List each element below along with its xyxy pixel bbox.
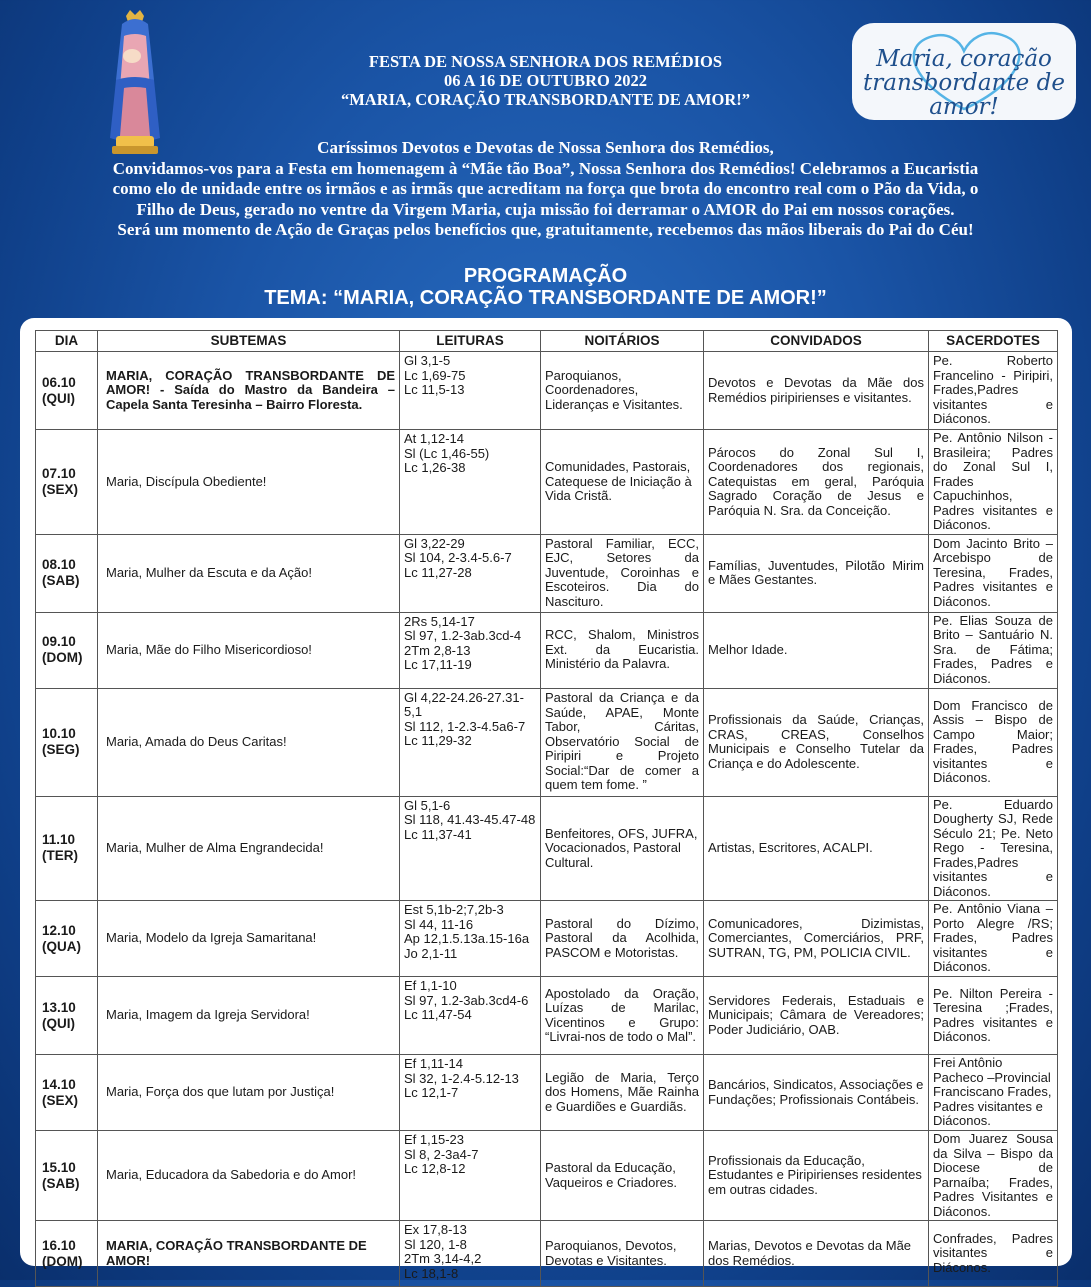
dia-cell: 08.10 (SAB) — [36, 534, 98, 612]
convidados-cell: Famílias, Juventudes, Pilotão Mirim e Mães Gestantes. — [704, 534, 929, 612]
noitarios-cell: Paroquianos, Coordenadores, Lideranças e Visitantes. — [541, 352, 704, 430]
convidados-cell: Profissionais da Saúde, Crianças, CRAS, CREAS, Conselhos Municipais e Conselho Tutelar da Criança e do Adolescente. — [704, 688, 929, 796]
noitarios-cell: Pastoral Familiar, ECC, EJC, Setores da Juventude, Coroinhas e Escoteiros. Dia do Nascituro. — [541, 534, 704, 612]
convidados-cell: Párocos do Zonal Sul I, Coordenadores dos regionais, Catequistas em geral, Paróquia Sagrado Coração de Jesus e Paróquia N. Sra. da Conceição. — [704, 430, 929, 535]
subtema-cell: Maria, Educadora da Sabedoria e do Amor! — [98, 1131, 400, 1221]
convidados-cell: Melhor Idade. — [704, 612, 929, 688]
schedule-table — [35, 330, 1058, 1287]
dia-cell: 13.10 (QUI) — [36, 977, 98, 1055]
convidados-cell: Artistas, Escritores, ACALPI. — [704, 796, 929, 901]
table-row — [36, 977, 1058, 1055]
header-dia: DIA — [36, 331, 98, 352]
convidados-cell: Servidores Federais, Estaduais e Municipais; Câmara de Vereadores; Poder Judiciário, OAB. — [704, 977, 929, 1055]
schedule-card — [20, 318, 1072, 1281]
sacerdotes-cell: Pe. Eduardo Dougherty SJ, Rede Século 21; Pe. Neto Rego - Teresina, Frades,Padres visitantes e Diáconos. — [929, 796, 1058, 901]
table-row — [36, 796, 1058, 901]
convidados-cell: Devotos e Devotas da Mãe dos Remédios piripirienses e visitantes. — [704, 352, 929, 430]
intro-line: Caríssimos Devotos e Devotas de Nossa Senhora dos Remédios, — [317, 138, 774, 157]
sacerdotes-cell: Dom Francisco de Assis – Bispo de Campo Maior; Frades, Padres visitantes e Diáconos. — [929, 688, 1058, 796]
table-row — [36, 688, 1058, 796]
sacerdotes-cell: Pe. Elias Souza de Brito – Santuário N. Sra. de Fátima; Frades, Padres e Diáconos. — [929, 612, 1058, 688]
table-row — [36, 430, 1058, 535]
leituras-cell: Gl 3,1-5 Lc 1,69-75 Lc 11,5-13 — [400, 352, 541, 430]
header-sacerdotes: SACERDOTES — [929, 331, 1058, 352]
noitarios-cell: Pastoral do Dízimo, Pastoral da Acolhida, PASCOM e Motoristas. — [541, 901, 704, 977]
sacerdotes-cell: Pe. Nilton Pereira - Teresina ;Frades, Padres visitantes e Diáconos. — [929, 977, 1058, 1055]
subtema-cell: Maria, Mulher da Escuta e da Ação! — [98, 534, 400, 612]
theme-line: “MARIA, CORAÇÃO TRANSBORDANTE DE AMOR!” — [340, 90, 750, 109]
header-noitarios: NOITÁRIOS — [541, 331, 704, 352]
convidados-cell: Profissionais da Educação, Estudantes e Piripirienses residentes em outras cidades. — [704, 1131, 929, 1221]
subtema-cell: MARIA, CORAÇÃO TRANSBORDANTE DE AMOR! — [98, 1221, 400, 1287]
noitarios-cell: Paroquianos, Devotos, Devotas e Visitantes. — [541, 1221, 704, 1287]
table-row — [36, 1131, 1058, 1221]
logo-text-line2: transbordante de amor! — [863, 70, 1065, 120]
logo-text-line1: Maria, coração — [876, 46, 1052, 72]
festival-title — [0, 52, 1091, 109]
subtema-cell: Maria, Mãe do Filho Misericordioso! — [98, 612, 400, 688]
subtema-cell: Maria, Amada do Deus Caritas! — [98, 688, 400, 796]
leituras-cell: Ef 1,15-23 Sl 8, 2-3a4-7 Lc 12,8-12 — [400, 1131, 541, 1221]
dia-cell: 12.10 (QUA) — [36, 901, 98, 977]
leituras-cell: Gl 3,22-29 Sl 104, 2-3.4-5.6-7 Lc 11,27-28 — [400, 534, 541, 612]
sacerdotes-cell: Pe. Roberto Francelino - Piripiri, Frades,Padres visitantes e Diáconos. — [929, 352, 1058, 430]
table-row — [36, 534, 1058, 612]
table-row — [36, 1221, 1058, 1287]
intro-line: Convidamos-vos para a Festa em homenagem à “Mãe tão Boa”, Nossa Senhora dos Remédios! Celebramos a Eucaristia — [112, 158, 979, 178]
header-leituras: LEITURAS — [400, 331, 541, 352]
subtema-cell: Maria, Mulher de Alma Engrandecida! — [98, 796, 400, 901]
subtema-cell: Maria, Imagem da Igreja Servidora! — [98, 977, 400, 1055]
noitarios-cell: Apostolado da Oração, Luízas de Marilac, Vicentinos e Grupo: “Livrai-nos de todo o Mal”. — [541, 977, 704, 1055]
noitarios-cell: Legião de Maria, Terço dos Homens, Mãe Rainha e Guardiões e Guardiãs. — [541, 1055, 704, 1131]
table-row — [36, 612, 1058, 688]
table-row — [36, 901, 1058, 977]
dia-cell: 14.10 (SEX) — [36, 1055, 98, 1131]
convidados-cell: Comunicadores, Dizimistas, Comerciantes, Comerciários, PRF, SUTRAN, TG, PM, POLICIA CIVIL. — [704, 901, 929, 977]
dia-cell: 07.10 (SEX) — [36, 430, 98, 535]
intro-line: Filho de Deus, gerado no ventre da Virgem Maria, cuja missão foi derramar o AMOR do Pai em nossos corações. — [136, 199, 955, 219]
noitarios-cell: Benfeitores, OFS, JUFRA, Vocacionados, Pastoral Cultural. — [541, 796, 704, 901]
leituras-cell: Est 5,1b-2;7,2b-3 Sl 44, 11-16 Ap 12,1.5.13a.15-16a Jo 2,1-11 — [400, 901, 541, 977]
leituras-cell: 2Rs 5,14-17 Sl 97, 1.2-3ab.3cd-4 2Tm 2,8-13 Lc 17,11-19 — [400, 612, 541, 688]
sacerdotes-cell: Dom Juarez Sousa da Silva – Bispo da Diocese de Parnaíba; Frades, Padres Visitantes e Diáconos. — [929, 1131, 1058, 1221]
sacerdotes-cell: Pe. Antônio Viana – Porto Alegre /RS; Frades, Padres visitantes e Diáconos. — [929, 901, 1058, 977]
table-header-row — [36, 331, 1058, 352]
header-convidados: CONVIDADOS — [704, 331, 929, 352]
subtema-cell: Maria, Modelo da Igreja Samaritana! — [98, 901, 400, 977]
programacao-title: PROGRAMAÇÃO — [463, 265, 628, 287]
intro-line: como elo de unidade entre os irmãos e as irmãs que acreditam na força que brota do encontro real com o Pão da Vida, o — [112, 179, 979, 198]
noitarios-cell: Pastoral da Educação, Vaqueiros e Criadores. — [541, 1131, 704, 1221]
sacerdotes-cell: Frei Antônio Pacheco –Provincial Franciscano Frades, Padres visitantes e Diáconos. — [929, 1055, 1058, 1131]
noitarios-cell: Pastoral da Criança e da Saúde, APAE, Monte Tabor, Cáritas, Observatório Social de Piripiri e Projeto Social:“Dar de comer a quem tem fome. ” — [541, 688, 704, 796]
leituras-cell: Ef 1,1-10 Sl 97, 1.2-3ab.3cd4-6 Lc 11,47-54 — [400, 977, 541, 1055]
leituras-cell: At 1,12-14 Sl (Lc 1,46-55) Lc 1,26-38 — [400, 430, 541, 535]
leituras-cell: Gl 5,1-6 Sl 118, 41.43-45.47-48 Lc 11,37-41 — [400, 796, 541, 901]
noitarios-cell: RCC, Shalom, Ministros Ext. da Eucaristia. Ministério da Palavra. — [541, 612, 704, 688]
title-line: FESTA DE NOSSA SENHORA DOS REMÉDIOS — [368, 52, 723, 71]
header-subtemas: SUBTEMAS — [98, 331, 400, 352]
intro-paragraph — [0, 138, 1091, 241]
table-row — [36, 1055, 1058, 1131]
dia-cell: 06.10 (QUI) — [36, 352, 98, 430]
sacerdotes-cell: Pe. Antônio Nilson - Brasileira; Padres do Zonal Sul I, Frades Capuchinhos, Padres visitantes e Diáconos. — [929, 430, 1058, 535]
dia-cell: 09.10 (DOM) — [36, 612, 98, 688]
leituras-cell: Gl 4,22-24.26-27.31-5,1 Sl 112, 1-2.3-4.5a6-7 Lc 11,29-32 — [400, 688, 541, 796]
sacerdotes-cell: Confrades, Padres visitantes e Diáconos. — [929, 1221, 1058, 1287]
dia-cell: 11.10 (TER) — [36, 796, 98, 901]
convidados-cell: Marias, Devotos e Devotas da Mãe dos Remédios. — [704, 1221, 929, 1287]
table-row — [36, 352, 1058, 430]
dia-cell: 16.10 (DOM) — [36, 1221, 98, 1287]
subtema-cell: Maria, Força dos que lutam por Justiça! — [98, 1055, 400, 1131]
subtema-cell: Maria, Discípula Obediente! — [98, 430, 400, 535]
subtema-cell: MARIA, CORAÇÃO TRANSBORDANTE DE AMOR! - Saída do Mastro da Bandeira – Capela Santa Teresinha – Bairro Floresta. — [98, 352, 400, 430]
intro-line: Será um momento de Ação de Graças pelos benefícios que, gratuitamente, recebemos das mãos liberais do Pai do Céu! — [117, 220, 974, 239]
convidados-cell: Bancários, Sindicatos, Associações e Fundações; Profissionais Contábeis. — [704, 1055, 929, 1131]
tema-title: TEMA: “MARIA, CORAÇÃO TRANSBORDANTE DE AMOR!” — [264, 287, 827, 309]
dia-cell: 15.10 (SAB) — [36, 1131, 98, 1221]
programacao-heading — [0, 265, 1091, 309]
date-line: 06 A 16 DE OUTUBRO 2022 — [443, 71, 648, 90]
noitarios-cell: Comunidades, Pastorais, Catequese de Iniciação à Vida Cristã. — [541, 430, 704, 535]
leituras-cell: Ef 1,11-14 Sl 32, 1-2.4-5.12-13 Lc 12,1-7 — [400, 1055, 541, 1131]
leituras-cell: Ex 17,8-13 Sl 120, 1-8 2Tm 3,14-4,2 Lc 18,1-8 — [400, 1221, 541, 1287]
dia-cell: 10.10 (SEG) — [36, 688, 98, 796]
sacerdotes-cell: Dom Jacinto Brito – Arcebispo de Teresina, Frades, Padres visitantes e Diáconos. — [929, 534, 1058, 612]
